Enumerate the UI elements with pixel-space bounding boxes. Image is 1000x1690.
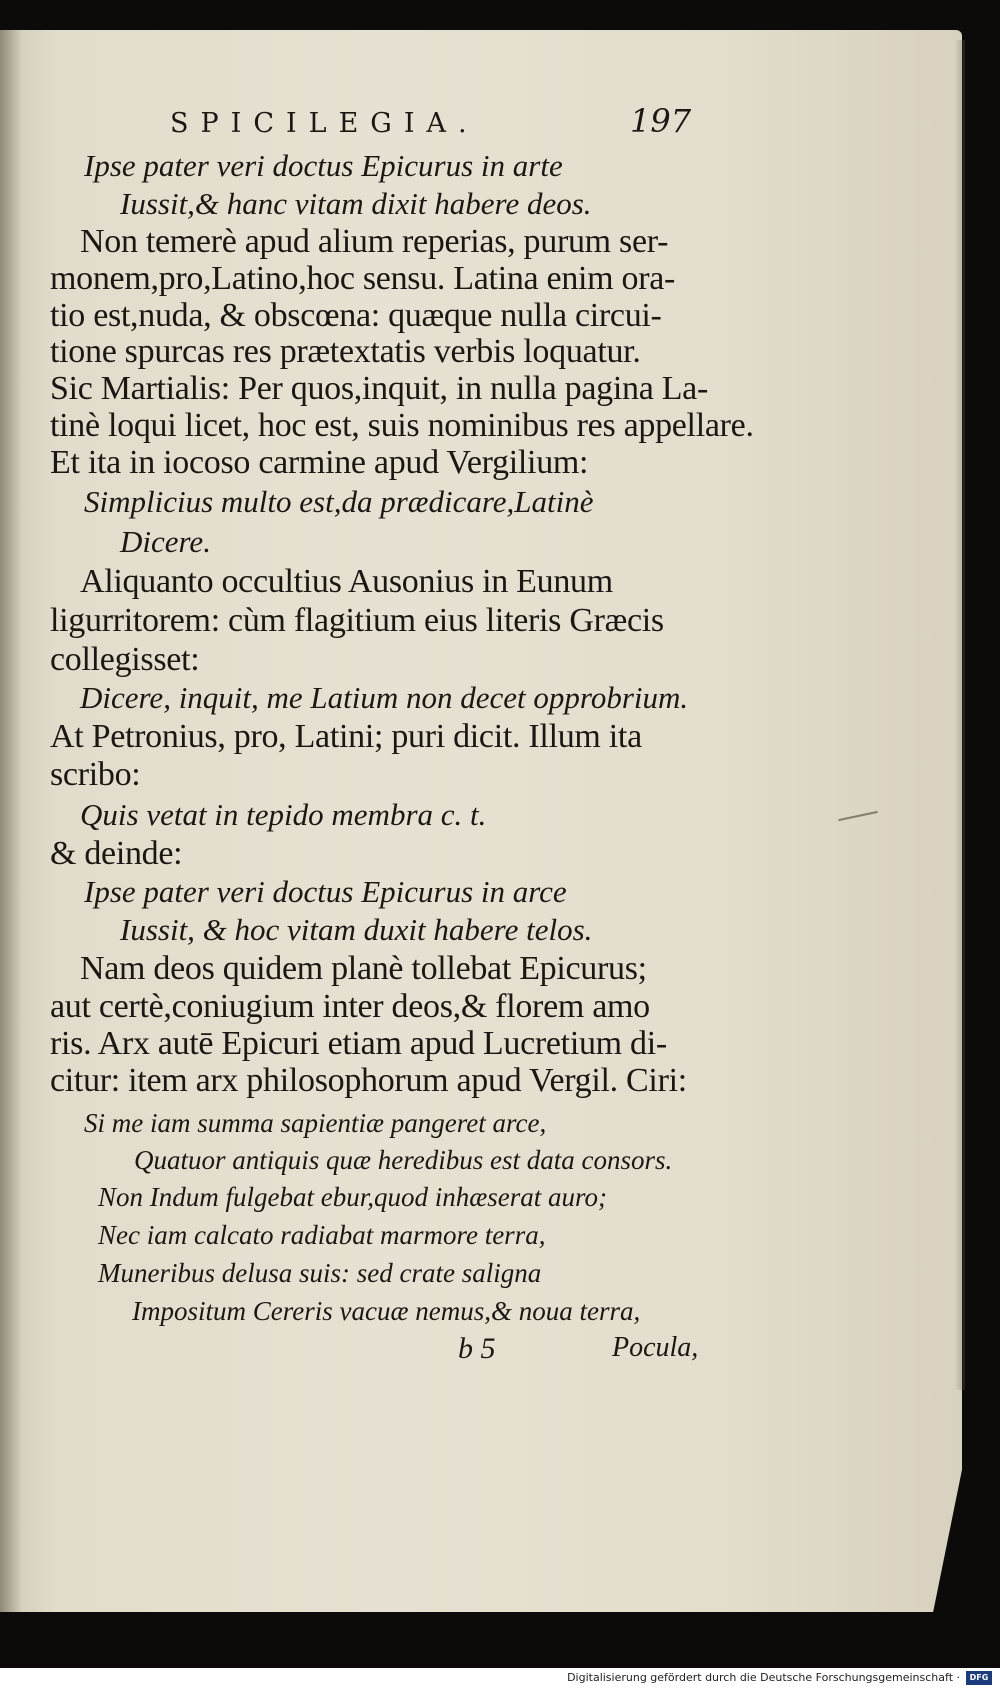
text-line: ris. Arx autē Epicuri etiam apud Lucretium di- [50,1025,667,1062]
catchword: Pocula, [612,1332,699,1363]
dfg-logo-icon: DFG [966,1671,992,1685]
text-line: Aliquanto occultius Ausonius in Eunum [80,563,613,600]
page-number: 197 [630,102,692,140]
text-line: Et ita in iocoso carmine apud Vergilium: [50,444,589,481]
text-line: & deinde: [50,835,183,872]
verse-line: Dicere. [120,524,211,559]
verse-line: Iussit,& hanc vitam dixit habere deos. [120,186,592,221]
gutter-shadow [0,30,22,1612]
text-line: Nam deos quidem planè tollebat Epicurus; [80,950,647,987]
verse-line: Iussit, & hoc vitam duxit habere telos. [120,912,593,947]
funding-credit: Digitalisierung gefördert durch die Deutsche Forschungsgemeinschaft · [567,1671,960,1684]
verse-line: Muneribus delusa suis: sed crate saligna [98,1258,542,1288]
text-line: Non temerè apud alium reperias, purum ser- [80,223,669,260]
text-line: ligurritorem: cùm flagitium eius literis Græcis [50,602,664,639]
verse-line: Ipse pater veri doctus Epicurus in arce [84,874,567,909]
text-line: tione spurcas res prætextatis verbis loquatur. [50,333,641,370]
page-edge [955,40,965,1390]
text-line: citur: item arx philosophorum apud Vergil. Ciri: [50,1062,687,1099]
signature-mark: b 5 [458,1332,496,1365]
verse-line: Si me iam summa sapientiæ pangeret arce, [84,1108,547,1138]
verse-line: Quatuor antiquis quæ heredibus est data consors. [134,1145,673,1175]
verse-line: Simplicius multo est,da prædicare,Latinè [84,484,594,519]
text-line: monem,pro,Latino,hoc sensu. Latina enim ora- [50,260,676,297]
verse-line: Impositum Cereris vacuæ nemus,& noua terra, [132,1296,641,1326]
verse-line: Non Indum fulgebat ebur,quod inhæserat auro; [98,1182,607,1212]
text-line: collegisset: [50,641,200,678]
text-line: aut certè,coniugium inter deos,& florem amo [50,988,650,1025]
text-line: scribo: [50,756,141,793]
verse-line: Dicere, inquit, me Latium non decet opprobrium. [80,680,689,715]
verse-line: Ipse pater veri doctus Epicurus in arte [84,148,563,183]
text-line: tinè loqui licet, hoc est, suis nominibus res appellare. [50,407,754,444]
verse-line: Nec iam calcato radiabat marmore terra, [98,1220,546,1250]
text-line: At Petronius, pro, Latini; puri dicit. Illum ita [50,718,642,755]
text-line: Sic Martialis: Per quos,inquit, in nulla pagina La- [50,370,708,407]
verse-line: Quis vetat in tepido membra c. t. [80,797,487,832]
text-line: tio est,nuda, & obscœna: quæque nulla circui- [50,297,662,334]
running-header: SPICILEGIA. [170,108,479,139]
